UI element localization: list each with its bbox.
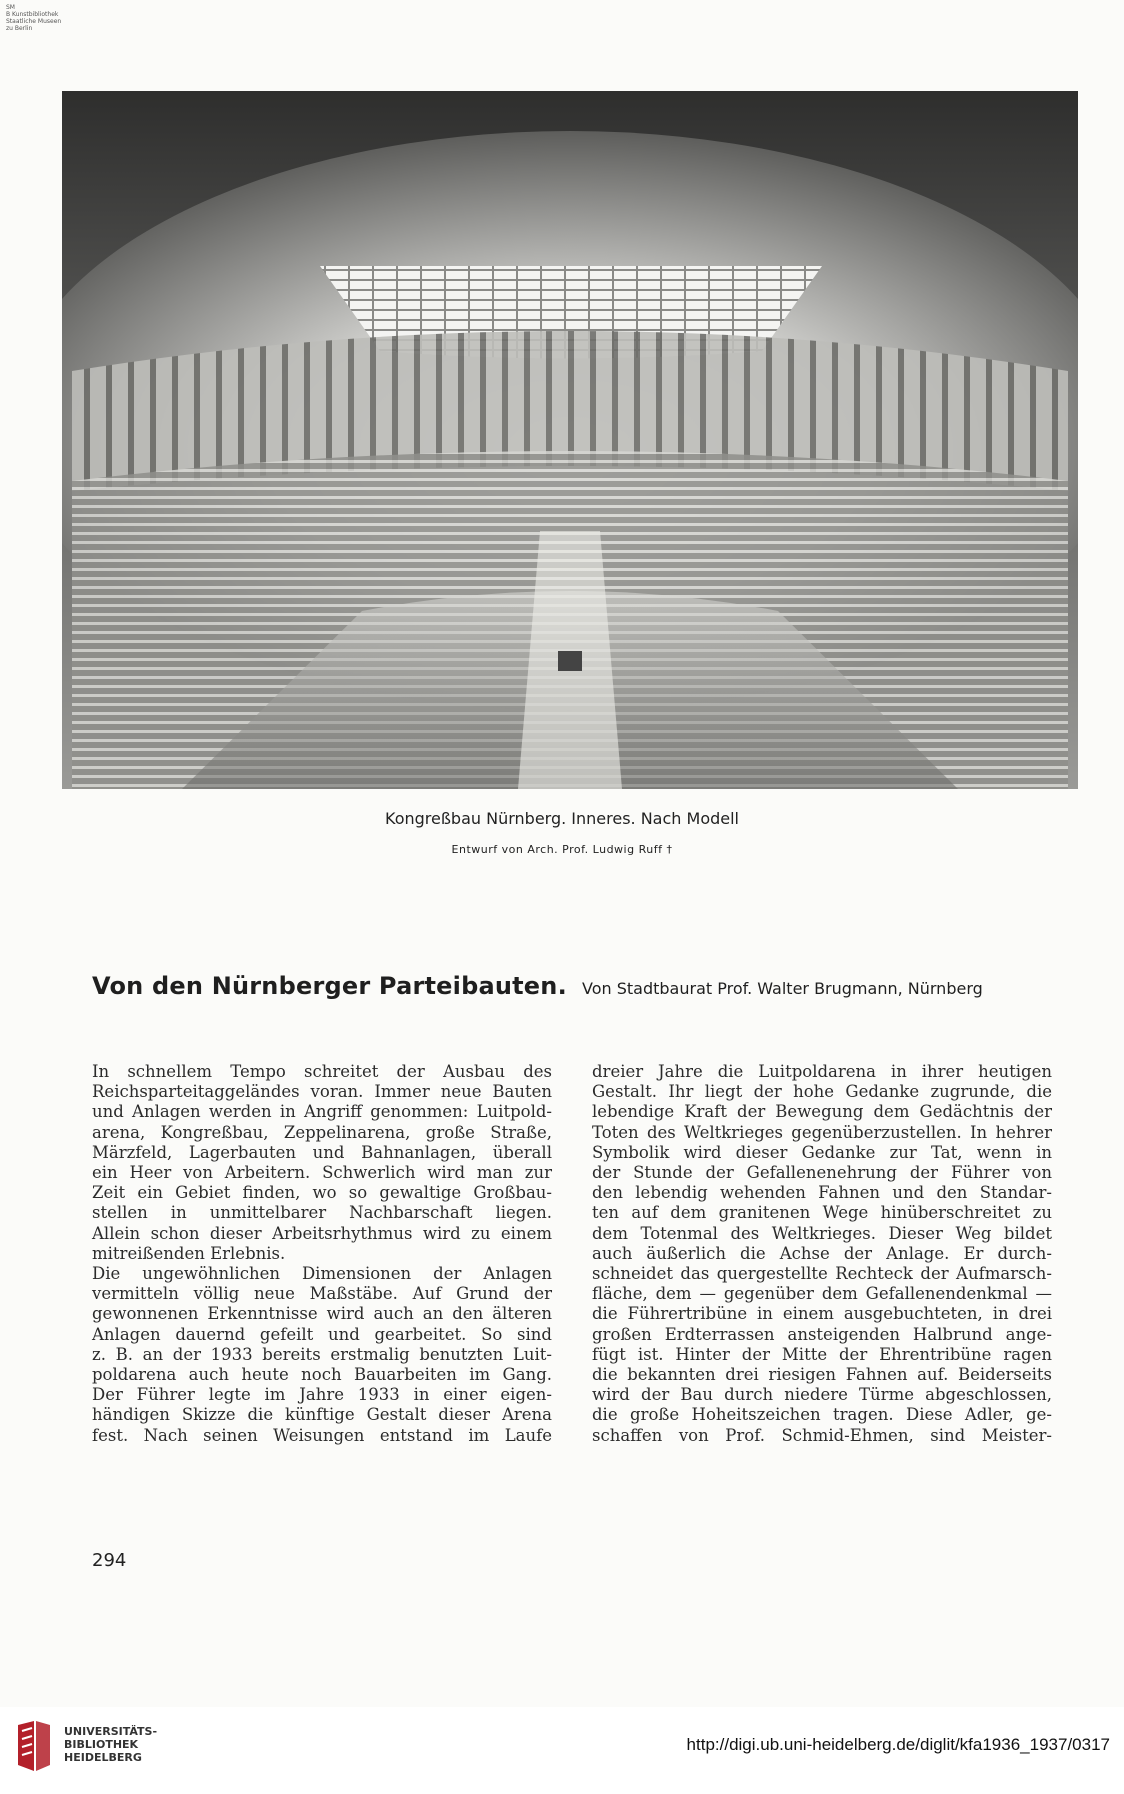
text-line: Gestalt. Ihr liegt der hohe Gedanke zugrunde, die xyxy=(592,1082,1052,1102)
text-line: In schnellem Tempo schreitet der Ausbau des xyxy=(92,1062,552,1081)
text-line: schaffen von Prof. Schmid-Ehmen, sind Meister- xyxy=(592,1425,1052,1445)
stamp-line: zu Berlin xyxy=(6,25,33,32)
text-line: poldarena auch heute noch Bauarbeiten im Gang. xyxy=(92,1365,552,1385)
text-line: Märzfeld, Lagerbauten und Bahnanlagen, überall xyxy=(92,1142,552,1162)
figure-credit: Entwurf von Arch. Prof. Ludwig Ruff † xyxy=(451,843,673,856)
text-line: Allein schon dieser Arbeitsrhythmus wird zu einem xyxy=(92,1223,552,1243)
university-library-logo-icon xyxy=(12,1719,56,1773)
text-line: ein Heer von Arbeitern. Schwerlich wird man zur xyxy=(92,1163,552,1183)
text-line: Toten des Weltkrieges gegenüberzustellen. In hehrer xyxy=(592,1122,1052,1142)
digitization-footer xyxy=(0,1707,1124,1794)
stamp-line: B Kunstbibliothek xyxy=(6,11,59,18)
text-line: Reichsparteitaggeländes voran. Immer neue Bauten xyxy=(92,1082,552,1102)
article-headline xyxy=(92,972,1072,1000)
article-byline: Von Stadtbaurat Prof. Walter Brugmann, Nürnberg xyxy=(582,979,983,998)
text-line: Die ungewöhnlichen Dimensionen der Anlagen xyxy=(92,1264,552,1284)
text-line: lebendige Kraft der Bewegung dem Gedächtnis der xyxy=(592,1102,1052,1122)
text-line: die große Hoheitszeichen tragen. Diese Adler, ge- xyxy=(592,1405,1052,1425)
text-line: Der Führer legte im Jahre 1933 in einer eigen- xyxy=(92,1385,552,1405)
article-title: Von den Nürnberger Parteibauten. xyxy=(92,972,567,1000)
library-name-line: HEIDELBERG xyxy=(64,1751,142,1764)
text-line: die Führertribüne in einem ausgebuchteten, in drei xyxy=(592,1304,1052,1324)
text-line: und Anlagen werden in Angriff genommen: Luitpold- xyxy=(92,1102,552,1122)
text-line: gewonnenen Erkenntnisse wird auch an den älteren xyxy=(92,1304,552,1324)
text-line: der Stunde der Gefallenenehrung der Führer von xyxy=(592,1163,1052,1183)
text-line: Anlagen dauernd gefeilt und gearbeitet. So sind xyxy=(92,1324,552,1344)
text-line: vermitteln völlig neue Maßstäbe. Auf Grund der xyxy=(92,1284,552,1304)
text-line: den lebendig wehenden Fahnen und den Standar- xyxy=(592,1183,1052,1203)
right-column xyxy=(592,1062,1052,1446)
library-stamp xyxy=(6,4,86,32)
text-line: ten auf dem granitenen Wege hinüberschreitet zu xyxy=(592,1203,1052,1223)
text-line: dem Totenmal des Weltkrieges. Dieser Weg bildet xyxy=(592,1223,1052,1243)
text-line: wird der Bau durch niedere Türme abgeschlossen, xyxy=(592,1385,1052,1405)
page-number: 294 xyxy=(92,1550,127,1571)
text-line: fügt ist. Hinter der Mitte der Ehrentribüne ragen xyxy=(592,1344,1052,1364)
text-line: die bekannten drei riesigen Fahnen auf. Beiderseits xyxy=(592,1365,1052,1385)
library-name-line: BIBLIOTHEK xyxy=(64,1738,139,1751)
text-line: auch äußerlich die Achse der Anlage. Er durch- xyxy=(592,1243,1052,1263)
library-name xyxy=(64,1725,157,1764)
text-line: arena, Kongreßbau, Zeppelinarena, große Straße, xyxy=(92,1122,552,1142)
text-line: mitreißenden Erlebnis. xyxy=(92,1243,286,1263)
text-line: fläche, dem — gegenüber dem Gefallenendenkmal — xyxy=(592,1284,1052,1304)
text-line: Symbolik wird dieser Gedanke zur Tat, wenn in xyxy=(592,1142,1052,1162)
text-line: großen Erdterrassen ansteigenden Halbrund ange- xyxy=(592,1324,1052,1344)
figure-caption: Kongreßbau Nürnberg. Inneres. Nach Modell xyxy=(385,809,739,828)
text-line: händigen Skizze die künftige Gestalt dieser Arena xyxy=(92,1405,552,1425)
source-url[interactable]: http://digi.ub.uni-heidelberg.de/diglit/kfa1936_1937/0317 xyxy=(686,1735,1110,1754)
stamp-line: SM xyxy=(6,4,15,11)
stamp-line: Staatliche Museen xyxy=(6,18,62,25)
text-line: fest. Nach seinen Weisungen entstand im Laufe xyxy=(92,1425,552,1445)
text-line: schneidet das quergestellte Rechteck der Aufmarsch- xyxy=(592,1264,1052,1284)
text-line: Zeit ein Gebiet finden, wo so gewaltige Großbau- xyxy=(92,1183,552,1203)
text-line: stellen in unmittelbarer Nachbarschaft liegen. xyxy=(92,1203,552,1223)
congress-hall-photo xyxy=(62,91,1078,789)
left-column xyxy=(92,1062,552,1446)
text-line: z. B. an der 1933 bereits erstmalig benutzten Luit- xyxy=(92,1344,552,1364)
library-name-line: UNIVERSITÄTS- xyxy=(64,1725,158,1738)
text-line: dreier Jahre die Luitpoldarena in ihrer heutigen xyxy=(592,1062,1052,1081)
